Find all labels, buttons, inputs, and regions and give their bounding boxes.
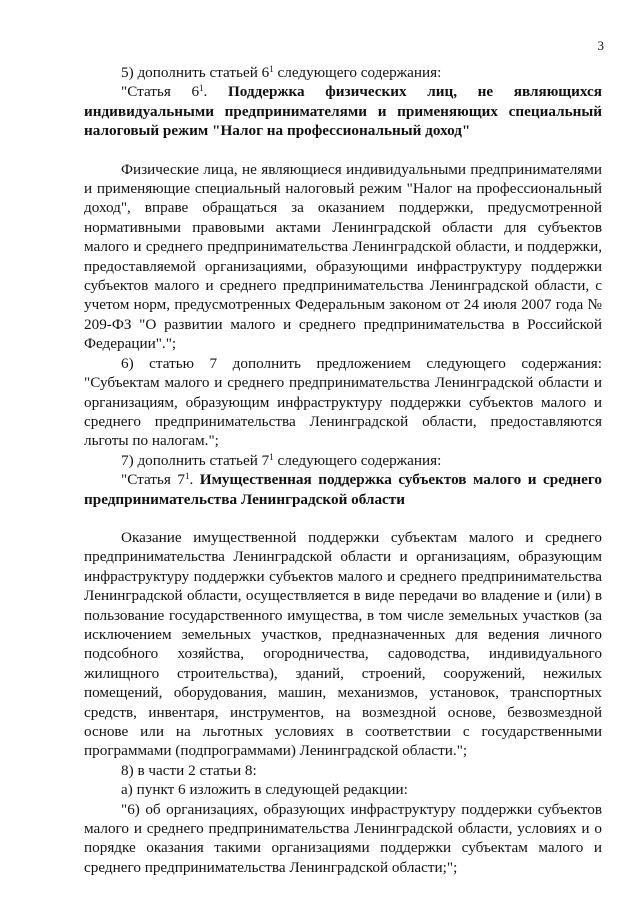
page-number: 3 <box>597 38 604 53</box>
document-body <box>84 63 602 877</box>
article-7-1-body: Оказание имущественной поддержки субъектам малого и среднего предпринимательства Ленинградской области и организациям, образующим инфраструктуру поддержки субъектов малого и среднего предпринимательства Ленинградской области, осуществляется в виде передачи во владение и (или) в пользование государственного имущества, в том числе земельных участков (за исключением земельных участков, предназначенных для ведения личного подсобного хозяйства, огородничества, садоводства, индивидуального жилищного строительства), зданий, строений, сооружений, нежилых помещений, оборудования, машин, механизмов, установок, транспортных средств, инвентаря, инструментов, на возмездной основе, безвозмездной основе или на льготных условиях в соответствии с государственными программами (подпрограммами) Ленинградской области."; <box>84 528 602 760</box>
item-8-a-text: "6) об организациях, образующих инфраструктуру поддержки субъектов малого и среднего предпринимательства Ленинградской области, условиях и о порядке оказания такими организациями поддержки субъектам малого и среднего предпринимательства Ленинградской области;"; <box>84 800 602 876</box>
item-6: 6) статью 7 дополнить предложением следующего содержания: "Субъектам малого и среднего предпринимательства Ленинградской области и организациям, образующим инфраструктуру поддержки субъектов малого и среднего предпринимательства Ленинградской области, предоставляются льготы по налогам."; <box>84 354 602 450</box>
article-7-1-heading <box>84 470 602 509</box>
article-7-1-sup: 1 <box>184 471 190 482</box>
article-7-1-title: Имущественная поддержка субъектов малого и среднего предпринимательства Ленинградской области <box>84 471 602 508</box>
article-6-1-body: Физические лица, не являющиеся индивидуальными предпринимателями и применяющие специальный налоговый режим "Налог на профессиональный доход", вправе обращаться за оказанием поддержки, предусмотренной нормативными правовыми актами Ленинградской области для субъектов малого и среднего предпринимательства Ленинградской области, и поддержки, предоставляемой организациями, образующими инфраструктуру поддержки субъектов малого и среднего предпринимательства Ленинградской области, с учетом норм, предусмотренных Федеральным законом от 24 июля 2007 года № 209-ФЗ "О развитии малого и среднего предпринимательства в Российской Федерации"."; <box>84 160 602 353</box>
item-5-sup: 1 <box>269 64 274 74</box>
article-6-1-prefix: "Статья 6 <box>121 83 200 101</box>
article-6-1-sup: 1 <box>199 83 204 94</box>
spacer <box>84 509 602 528</box>
item-7 <box>84 451 602 470</box>
spacer <box>84 141 602 160</box>
article-7-1-prefix: "Статья 7 <box>121 471 185 489</box>
item-5 <box>84 63 602 82</box>
item-7-text: 7) дополнить статьей 7 <box>121 451 270 469</box>
article-6-1-title: Поддержка физических лиц, не являющихся индивидуальными предпринимателями и применяющих специальный налоговый режим "Налог на профессиональный доход" <box>84 83 602 140</box>
item-8: 8) в части 2 статьи 8: <box>121 761 257 779</box>
item-7-tail: следующего содержания: <box>273 451 442 469</box>
article-6-1-heading <box>84 82 602 140</box>
article-7-1-dot: . <box>189 471 200 489</box>
item-8-a: а) пункт 6 изложить в следующей редакции: <box>121 781 408 799</box>
item-5-text: 5) дополнить статьей 6 <box>121 64 270 81</box>
article-6-1-dot: . <box>203 83 228 101</box>
item-5-tail: следующего содержания: <box>273 64 442 81</box>
item-7-sup: 1 <box>269 451 274 462</box>
